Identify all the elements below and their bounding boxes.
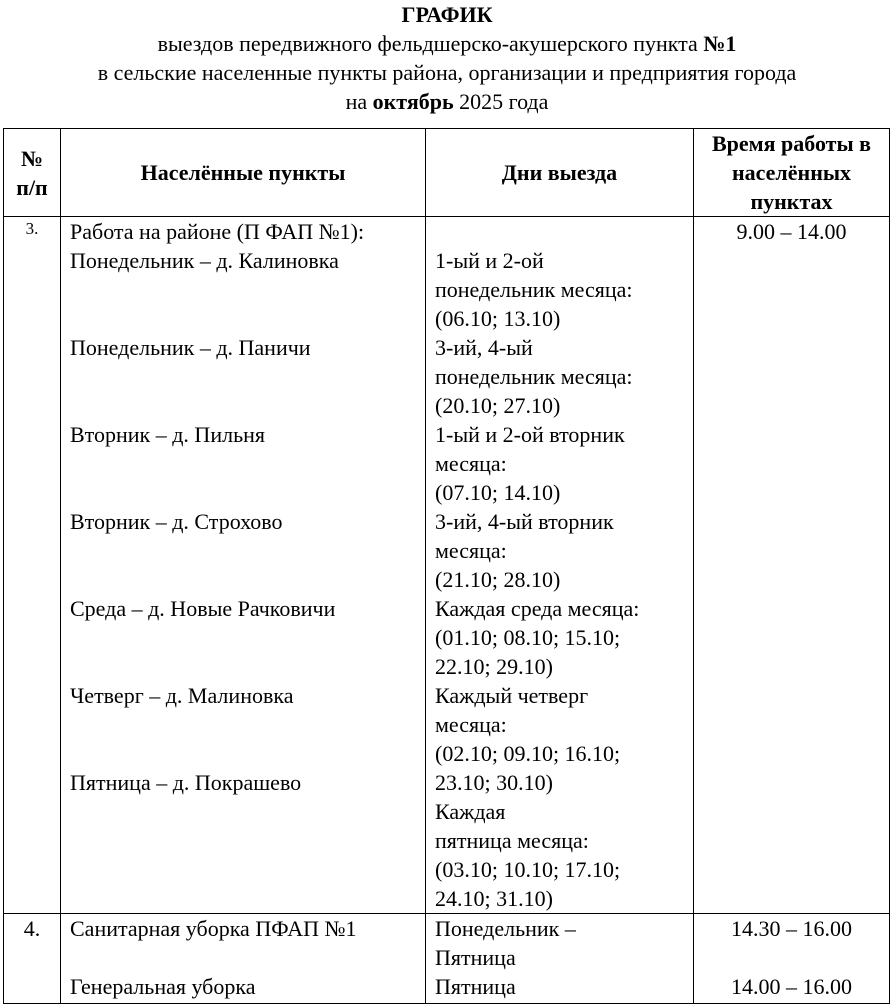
days-line: (21.10; 28.10) xyxy=(435,567,561,592)
days-line: Понедельник – xyxy=(435,916,576,941)
settlement-item: Пятница – д. Покрашево xyxy=(70,770,302,795)
days-cell xyxy=(426,217,694,914)
work-time-cell: 9.00 – 14.00 xyxy=(694,217,890,914)
settlement-item: Генеральная уборка xyxy=(70,974,256,999)
days-line: пятница месяца: xyxy=(435,828,589,853)
subtitle-line-2: в сельские населенные пункты района, организации и предприятия города xyxy=(97,60,797,85)
days-line: (07.10; 14.10) xyxy=(435,480,561,505)
point-number: №1 xyxy=(703,31,737,56)
settlement-item: Вторник – д. Строхово xyxy=(70,509,283,534)
header-time xyxy=(694,129,890,217)
days-line: (20.10; 27.10) xyxy=(435,393,561,418)
subtitle-line-1 xyxy=(0,29,894,58)
header-settlements: Населённые пункты xyxy=(61,129,426,217)
days-line: 22.10; 29.10) xyxy=(435,654,553,679)
days-line: месяца: xyxy=(435,712,507,737)
settlement-item: Понедельник – д. Калиновка xyxy=(70,248,339,273)
settlements-cell xyxy=(61,217,426,914)
days-line: 1-ый и 2-ой вторник xyxy=(435,422,625,447)
document-title: ГРАФИК xyxy=(401,2,493,27)
days-line: Пятница xyxy=(435,945,516,970)
days-line: 1-ый и 2-ой xyxy=(435,248,544,273)
work-time-cell xyxy=(694,914,890,1004)
settlement-item: Вторник – д. Пильня xyxy=(70,422,265,447)
header-days: Дни выезда xyxy=(426,129,694,217)
days-line: Пятница xyxy=(435,974,516,999)
header-number-line: № xyxy=(20,145,44,171)
subtitle-line-3-post: 2025 года xyxy=(453,89,549,114)
days-line: 23.10; 30.10) xyxy=(435,770,553,795)
days-line: (03.10; 10.10; 17.10; xyxy=(435,857,621,882)
settlements-intro: Работа на районе (П ФАП №1): xyxy=(70,219,365,244)
work-time-line: 14.00 – 16.00 xyxy=(731,974,852,999)
table-row xyxy=(4,914,890,1004)
days-line: (02.10; 09.10; 16.10; xyxy=(435,741,621,766)
row-number: 4. xyxy=(4,914,61,1004)
days-line: 3-ий, 4-ый вторник xyxy=(435,509,614,534)
days-line: (01.10; 08.10; 15.10; xyxy=(435,625,621,650)
row-number: 3. xyxy=(4,217,61,914)
work-time-line: 14.30 – 16.00 xyxy=(731,916,852,941)
header-time-line: Время работы в xyxy=(711,131,872,156)
days-line: Каждая среда месяца: xyxy=(435,596,640,621)
settlement-item: Четверг – д. Малиновка xyxy=(70,683,294,708)
days-line: Каждый четверг xyxy=(435,683,589,708)
header-number-line: п/п xyxy=(16,174,48,200)
subtitle-line-1-text: выездов передвижного фельдшерско-акушерского пункта xyxy=(157,31,704,56)
month-name: октябрь xyxy=(372,89,454,114)
header-time-line: пунктах xyxy=(750,189,833,214)
days-cell xyxy=(426,914,694,1004)
header-number xyxy=(4,129,61,217)
days-line: месяца: xyxy=(435,451,507,476)
settlement-item: Среда – д. Новые Рачковичи xyxy=(70,596,336,621)
subtitle-line-3-pre: на xyxy=(345,89,373,114)
days-line: 3-ий, 4-ый xyxy=(435,335,533,360)
table-header-row xyxy=(4,129,890,217)
header-time-line: населённых xyxy=(731,160,852,185)
days-line: месяца: xyxy=(435,538,507,563)
settlement-item: Санитарная уборка ПФАП №1 xyxy=(70,916,357,941)
days-line: понедельник месяца: xyxy=(435,277,633,302)
subtitle-line-3 xyxy=(0,87,894,116)
days-line: (06.10; 13.10) xyxy=(435,306,561,331)
settlements-cell xyxy=(61,914,426,1004)
days-line: 24.10; 31.10) xyxy=(435,886,553,911)
schedule-table xyxy=(3,128,890,1004)
days-line: понедельник месяца: xyxy=(435,364,633,389)
table-row xyxy=(4,217,890,914)
settlement-item: Понедельник – д. Паничи xyxy=(70,335,311,360)
days-line: Каждая xyxy=(435,799,506,824)
